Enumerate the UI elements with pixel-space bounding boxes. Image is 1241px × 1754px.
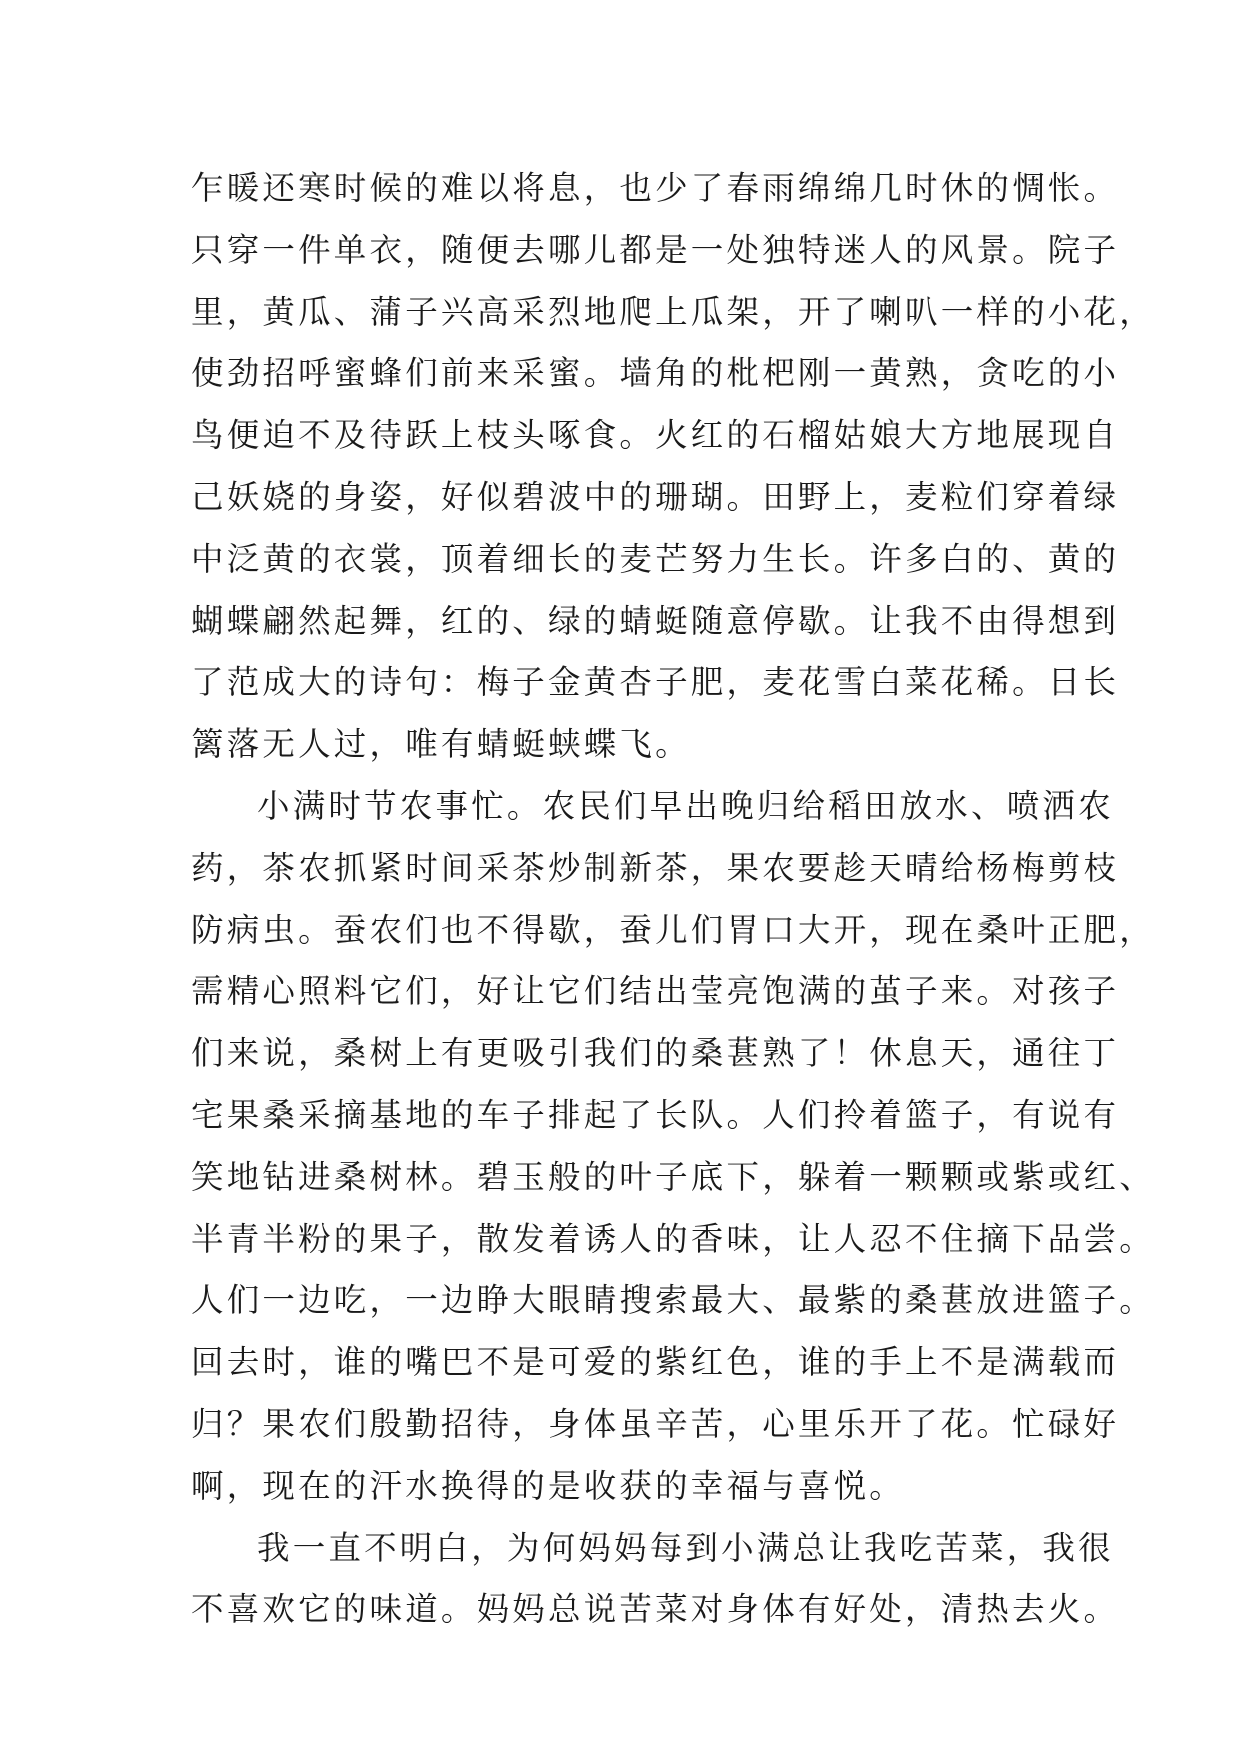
text-line: 不喜欢它的味道。妈妈总说苦菜对身体有好处，清热去火。 [191, 1590, 1120, 1629]
text-line: 人们一边吃，一边睁大眼睛搜索最大、最紫的桑葚放进篮子。 [191, 1281, 1155, 1320]
text-line: 啊，现在的汗水换得的是收获的幸福与喜悦。 [191, 1466, 906, 1505]
text-line: 笑地钻进桑树林。碧玉般的叶子底下，躲着一颗颗或紫或红、 [191, 1157, 1155, 1196]
text-line: 篱落无人过，唯有蜻蜓蛱蝶飞。 [191, 725, 691, 764]
text-line: 小满时节农事忙。农民们早出晚归给稻田放水、喷洒农 [257, 786, 1114, 825]
text-line: 只穿一件单衣，随便去哪儿都是一处独特迷人的风景。院子 [191, 230, 1120, 269]
text-line: 里，黄瓜、蒲子兴高采烈地爬上瓜架，开了喇叭一样的小花， [191, 292, 1155, 331]
text-line: 宅果桑采摘基地的车子排起了长队。人们拎着篮子，有说有 [191, 1095, 1120, 1134]
text-line: 乍暖还寒时候的难以将息，也少了春雨绵绵几时休的惆怅。 [191, 169, 1120, 207]
text-line: 了范成大的诗句：梅子金黄杏子肥，麦花雪白菜花稀。日长 [191, 663, 1120, 702]
text-line: 己妖娆的身姿，好似碧波中的珊瑚。田野上，麦粒们穿着绿 [191, 477, 1120, 516]
text-line: 蝴蝶翩然起舞，红的、绿的蜻蜓随意停歇。让我不由得想到 [191, 601, 1120, 640]
text-line: 们来说，桑树上有更吸引我们的桑葚熟了！休息天，通往丁 [191, 1034, 1120, 1073]
text-line: 我一直不明白，为何妈妈每到小满总让我吃苦菜，我很 [257, 1528, 1114, 1567]
paragraph-p1-continued [191, 158, 1155, 776]
text-line: 鸟便迫不及待跃上枝头啄食。火红的石榴姑娘大方地展现自 [191, 416, 1120, 455]
text-line: 防病虫。蚕农们也不得歇，蚕儿们胃口大开，现在桑叶正肥， [191, 910, 1155, 949]
text-line: 归？果农们殷勤招待，身体虽辛苦，心里乐开了花。忙碌好 [191, 1404, 1120, 1443]
text-line: 半青半粉的果子，散发着诱人的香味，让人忍不住摘下品尝。 [191, 1219, 1155, 1258]
paragraph-p3 [191, 1518, 1120, 1642]
text-line: 药，茶农抓紧时间采茶炒制新茶，果农要趁天晴给杨梅剪枝 [191, 848, 1120, 887]
text-line: 使劲招呼蜜蜂们前来采蜜。墙角的枇杷刚一黄熟，贪吃的小 [191, 354, 1120, 393]
text-line: 回去时，谁的嘴巴不是可爱的紫红色，谁的手上不是满载而 [191, 1343, 1120, 1382]
text-line: 中泛黄的衣裳，顶着细长的麦芒努力生长。许多白的、黄的 [191, 539, 1120, 578]
paragraph-p2 [191, 776, 1155, 1518]
text-line: 需精心照料它们，好让它们结出莹亮饱满的茧子来。对孩子 [191, 972, 1120, 1011]
document-body [191, 158, 1155, 1641]
